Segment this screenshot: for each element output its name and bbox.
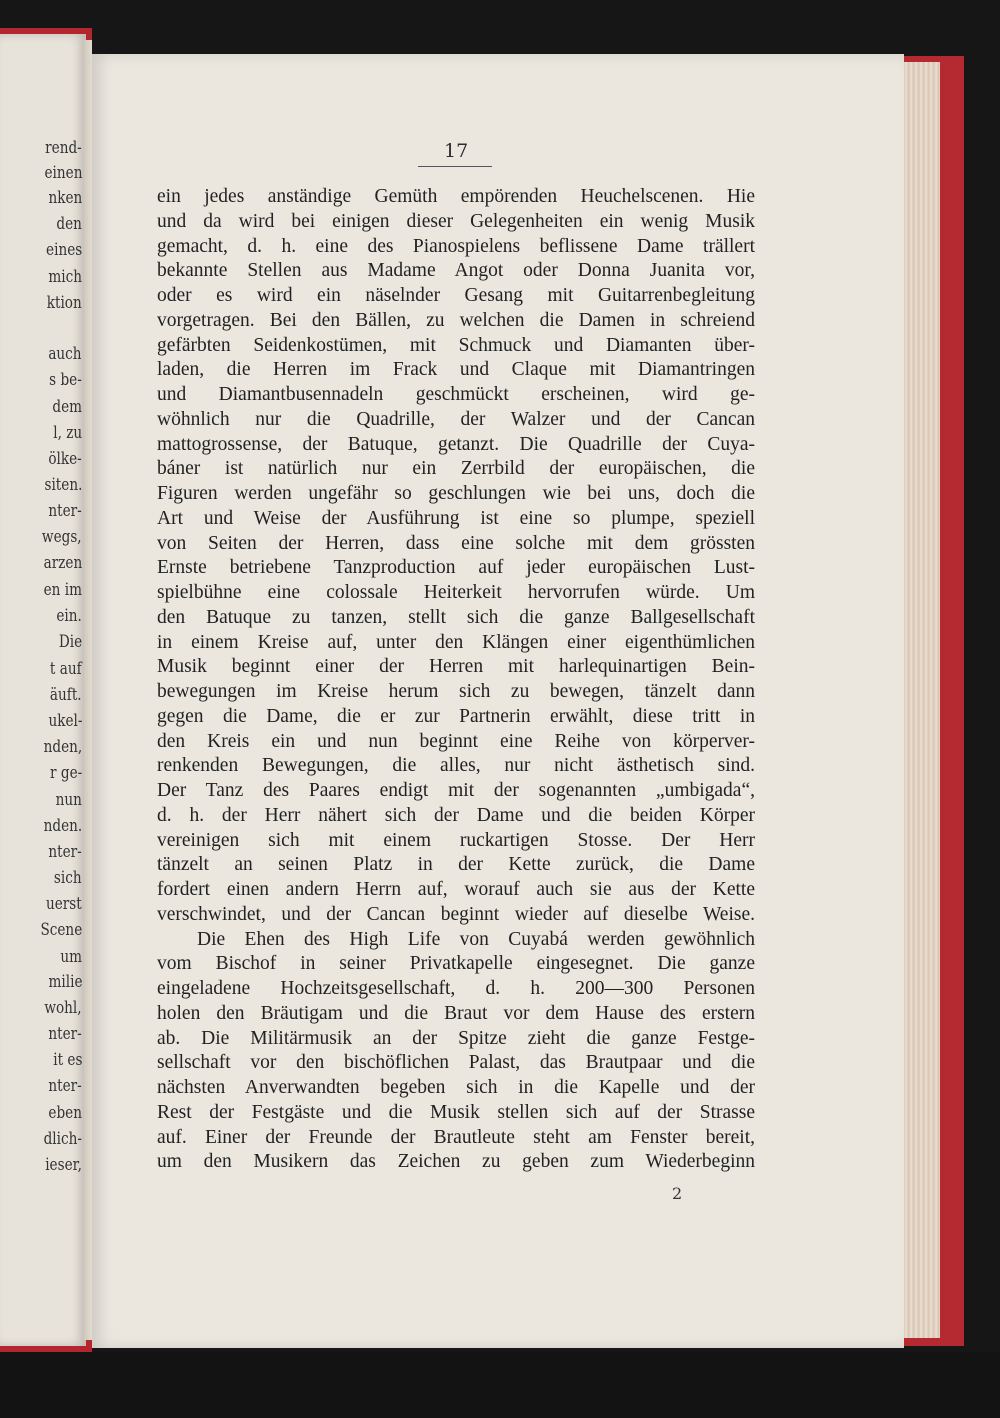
text-line: auf. Einer der Freunde der Brautleute steht am Fenster bereit, bbox=[157, 1126, 755, 1148]
left-page-line-fragment: eines bbox=[45, 240, 82, 260]
text-line: gefärbten Seidenkostümen, mit Schmuck und Diamanten über- bbox=[157, 334, 755, 356]
left-page-line-fragment: rend- bbox=[45, 138, 82, 158]
left-page-line-fragment: auch bbox=[48, 344, 82, 364]
left-page-line-fragment: nun bbox=[55, 790, 82, 810]
left-page-line-fragment: nter- bbox=[48, 1024, 82, 1044]
text-line: den Batuque zu tanzen, stellt sich die ganze Ballgesellschaft bbox=[157, 606, 755, 628]
text-line: gemacht, d. h. eine des Pianospielens beflissene Dame trällert bbox=[157, 235, 755, 257]
left-page-line-fragment: ölke- bbox=[48, 449, 82, 469]
text-line: nächsten Anverwandten begeben sich in die Kapelle und der bbox=[157, 1077, 755, 1098]
signature-mark: 2 bbox=[672, 1184, 683, 1203]
page-edges bbox=[900, 62, 940, 1338]
text-line: d. h. der Herr nähert sich der Dame und die beiden Körper bbox=[157, 804, 755, 826]
left-page-line-fragment: äuft. bbox=[50, 685, 82, 705]
left-page-line-fragment: ktion bbox=[46, 293, 82, 313]
text-line: in einem Kreise auf, unter den Klängen einer eigenthümlichen bbox=[157, 631, 755, 653]
left-page-line-fragment: eben bbox=[48, 1103, 82, 1123]
left-page-line-fragment: s be- bbox=[49, 370, 82, 390]
text-line: gegen die Dame, die er zur Partnerin erwählt, diese tritt in bbox=[157, 705, 755, 727]
left-page-line-fragment: en im bbox=[43, 580, 82, 600]
left-page-line-fragment: arzen bbox=[43, 553, 82, 573]
text-line: und Diamantbusennadeln geschmückt erscheinen, wird ge- bbox=[157, 384, 755, 405]
left-page-line-fragment: Die bbox=[58, 632, 82, 652]
left-page-line-fragment: ukel- bbox=[48, 711, 82, 731]
left-page-line-fragment: den bbox=[56, 214, 82, 234]
left-page-line-fragment: nter- bbox=[48, 1076, 82, 1096]
text-line: bekannte Stellen aus Madame Angot oder Donna Juanita vor, bbox=[157, 260, 755, 282]
text-line: fordert einen andern Herrn auf, worauf auch sie aus der Kette bbox=[157, 879, 755, 900]
text-line: den Kreis ein und nun beginnt eine Reihe von körperver- bbox=[157, 730, 755, 752]
header-rule bbox=[418, 166, 492, 167]
left-page-line-fragment: nken bbox=[48, 188, 82, 208]
left-page-line-fragment: dlich- bbox=[43, 1129, 82, 1149]
page-number: 17 bbox=[444, 140, 469, 162]
text-line: laden, die Herren im Frack und Claque mit Diamantringen bbox=[157, 359, 755, 381]
left-page-line-fragment: r ge- bbox=[49, 763, 82, 783]
text-line: vorgetragen. Bei den Bällen, zu welchen die Damen in schreiend bbox=[157, 309, 755, 331]
text-line: báner ist natürlich nur ein Zerrbild der europäischen, die bbox=[157, 458, 755, 480]
text-line: renkenden Bewegungen, die alles, nur nicht ästhetisch sind. bbox=[157, 755, 755, 777]
body-text bbox=[157, 185, 755, 1175]
left-page-line-fragment: ieser, bbox=[45, 1155, 82, 1175]
text-line: bewegungen im Kreise herum sich zu bewegen, tänzelt dann bbox=[157, 681, 755, 702]
text-line: sellschaft vor den bischöflichen Palast, das Brautpaar und die bbox=[157, 1052, 755, 1074]
left-page-line-fragment: nden. bbox=[43, 816, 82, 836]
text-line: Art und Weise der Ausführung ist eine so plumpe, speziell bbox=[157, 507, 755, 529]
text-line: oder es wird ein näselnder Gesang mit Guitarrenbegleitung bbox=[157, 285, 755, 306]
left-page-line-fragment: l, zu bbox=[53, 423, 82, 443]
text-line: wöhnlich nur die Quadrille, der Walzer und der Cancan bbox=[157, 408, 755, 430]
left-page-line-fragment: Scene bbox=[40, 920, 82, 940]
text-line: vereinigen sich mit einem ruckartigen Stosse. Der Herr bbox=[157, 829, 755, 851]
text-line: eingeladene Hochzeitsgesellschaft, d. h. 200—300 Personen bbox=[157, 978, 755, 999]
left-page-line-fragment: sich bbox=[54, 868, 82, 888]
left-page-line-fragment: dem bbox=[52, 397, 82, 417]
background-strip bbox=[0, 1352, 1000, 1418]
left-page-line-fragment: mich bbox=[48, 267, 82, 287]
left-page-line-fragment: milie bbox=[48, 972, 82, 992]
left-page-line-fragment: um bbox=[60, 947, 82, 967]
text-line: und da wird bei einigen dieser Gelegenheiten ein wenig Musik bbox=[157, 210, 755, 232]
text-line: Ernste betriebene Tanzproduction auf jeder europäischen Lust- bbox=[157, 557, 755, 579]
text-line: Der Tanz des Paares endigt mit der sogenannten „umbigada“, bbox=[157, 780, 755, 801]
text-line: verschwindet, und der Cancan beginnt wieder auf dieselbe Weise. bbox=[157, 903, 755, 925]
text-line: um den Musikern das Zeichen zu geben zum Wiederbeginn bbox=[157, 1151, 755, 1173]
left-page-line-fragment: wohl, bbox=[44, 998, 82, 1018]
text-line: Figuren werden ungefähr so geschlungen wie bei uns, doch die bbox=[157, 483, 755, 504]
text-line: ein jedes anständige Gemüth empörenden Heuchelscenen. Hie bbox=[157, 186, 755, 207]
left-page-line-fragment: einen bbox=[44, 163, 82, 183]
left-page-line-fragment: ein. bbox=[56, 606, 82, 626]
left-page-line-fragment: uerst bbox=[46, 894, 82, 914]
left-page-line-fragment: nden, bbox=[43, 737, 82, 757]
left-page bbox=[0, 34, 86, 1346]
text-line: ab. Die Militärmusik an der Spitze zieht die ganze Festge- bbox=[157, 1027, 755, 1049]
text-line: Rest der Festgäste und die Musik stellen sich auf der Strasse bbox=[157, 1101, 755, 1123]
left-page-line-fragment: wegs, bbox=[42, 527, 82, 547]
left-page-line-fragment: nter- bbox=[48, 842, 82, 862]
text-line: spielbühne eine colossale Heiterkeit hervorrufen würde. Um bbox=[157, 582, 755, 603]
text-line: holen den Bräutigam und die Braut vor dem Hause des erstern bbox=[157, 1002, 755, 1024]
left-page-line-fragment: it es bbox=[52, 1050, 82, 1070]
text-line: mattogrossense, der Batuque, getanzt. Die Quadrille der Cuya- bbox=[157, 433, 755, 455]
text-line: Musik beginnt einer der Herren mit harlequinartigen Bein- bbox=[157, 656, 755, 678]
gutter bbox=[84, 40, 92, 1340]
text-line: vom Bischof in seiner Privatkapelle eingesegnet. Die ganze bbox=[157, 953, 755, 975]
text-line: von Seiten der Herren, dass eine solche mit dem grössten bbox=[157, 532, 755, 554]
text-line: Die Ehen des High Life von Cuyabá werden gewöhnlich bbox=[197, 928, 755, 950]
left-page-line-fragment: siten. bbox=[44, 475, 82, 495]
text-line: tänzelt an seinen Platz in der Kette zurück, die Dame bbox=[157, 854, 755, 876]
left-page-line-fragment: nter- bbox=[48, 501, 82, 521]
left-page-line-fragment: t auf bbox=[50, 659, 82, 679]
